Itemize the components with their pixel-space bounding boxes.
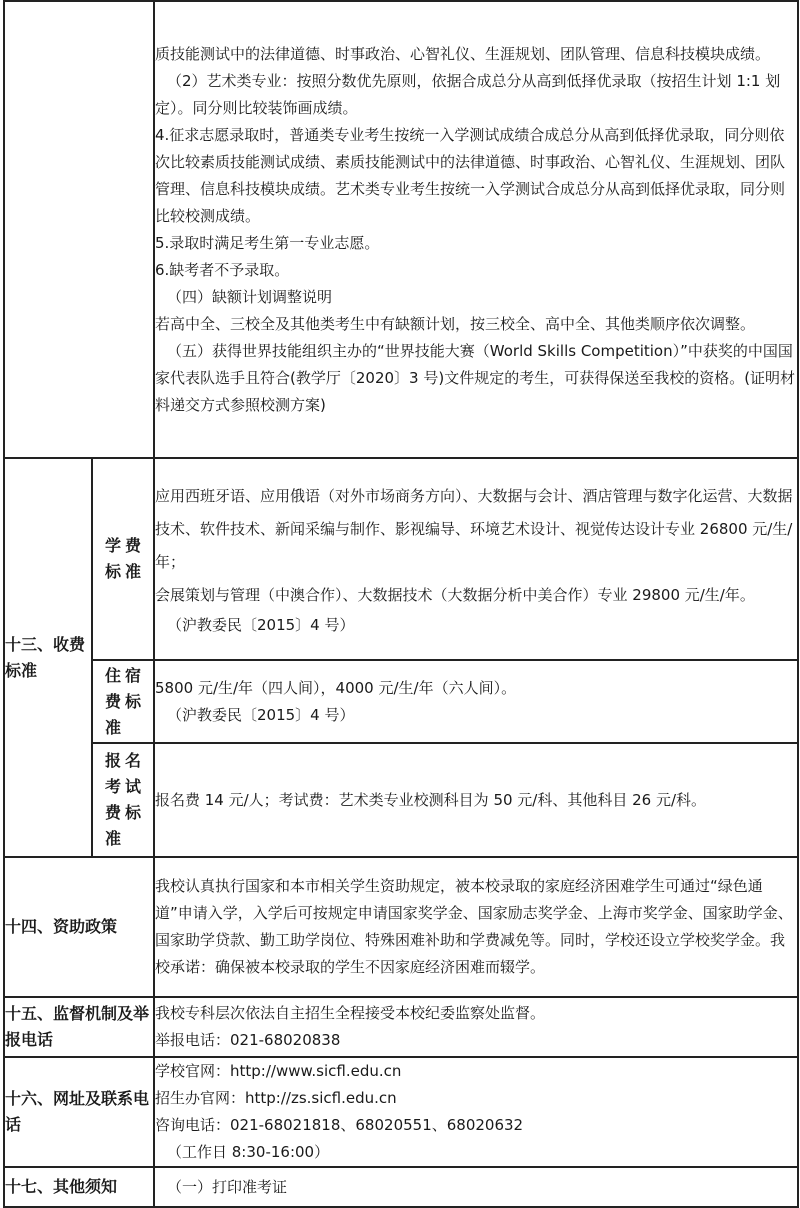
- admission-rules-content: [154, 1, 798, 458]
- rule-line: 6.缺考者不予录取。: [155, 260, 290, 279]
- rule-line: （五）获得世界技能组织主办的“世界技能大赛（World Skills Competition）”中获奖的中国国家代表队选手且符合(教学厅〔2020〕3 号)文件规定的考生，可获得保送至我校的资格。(证明材料递交方式参照校测方案): [155, 341, 796, 414]
- school-website: 学校官网：http://www.sicfl.edu.cn: [155, 1062, 402, 1080]
- other-notes-content: [154, 1167, 798, 1207]
- table-row: [4, 997, 798, 1057]
- dorm-fee-line: （沪教委民〔2015〕4 号）: [167, 705, 355, 724]
- contact-content: [154, 1057, 798, 1167]
- tuition-line: （沪教委民〔2015〕4 号）: [167, 615, 355, 634]
- rule-line: 4.征求志愿录取时，普通类专业考生按统一入学测试成绩合成总分从高到低择优录取，同分则依次比较素质技能测试成绩、素质技能测试中的法律道德、时事政治、心智礼仪、生涯规划、团队管理、信息科技模块成绩。艺术类专业考生按统一入学测试合成总分从高到低择优录取，同分则比较校测成绩。: [155, 125, 786, 225]
- tuition-label: 学费标准: [92, 458, 154, 660]
- table-row: [4, 458, 798, 660]
- exam-fee-content: [154, 743, 798, 857]
- dorm-fee-content: [154, 660, 798, 743]
- other-note-line: （一）打印准考证: [167, 1177, 288, 1196]
- aid-policy-text: 我校认真执行国家和本市相关学生资助规定，被本校录取的家庭经济困难学生可通过“绿色通道”申请入学，入学后可按规定申请国家奖学金、国家励志奖学金、上海市奖学金、国家助学金、国家助学贷款、勤工助学岗位、特殊困难补助和学费减免等。同时，学校还设立学校奖学金。我校承诺：确保被本校录取的学生不因家庭经济困难而辍学。: [155, 877, 793, 976]
- rule-line: 5.录取时满足考生第一专业志愿。: [155, 233, 380, 252]
- supervision-content: [154, 997, 798, 1057]
- exam-fee-line: 报名费 14 元/人；考试费：艺术类专业校测科目为 50 元/科、其他科目 26 元/科。: [155, 790, 707, 809]
- consult-phone: 咨询电话：021-68021818、68020551、68020632: [155, 1116, 524, 1134]
- office-hours: （工作日 8:30-16:00）: [167, 1143, 330, 1161]
- section-label-empty: [4, 1, 154, 458]
- rule-line: （四）缺额计划调整说明: [167, 287, 333, 306]
- table-row: [4, 743, 798, 857]
- table-row: [4, 857, 798, 997]
- supervision-line: 我校专科层次依法自主招生全程接受本校纪委监察处监督。: [155, 1004, 546, 1022]
- rule-line: 若高中全、三校全及其他类考生中有缺额计划，按三校全、高中全、其他类顺序依次调整。: [155, 314, 756, 333]
- exam-fee-label: 报名考试费标准: [92, 743, 154, 857]
- section-title-fees: 十三、收费标准: [4, 458, 92, 857]
- tuition-content: [154, 458, 798, 660]
- report-phone: 举报电话：021-68020838: [155, 1031, 341, 1049]
- dorm-fee-label: 住宿费标准: [92, 660, 154, 743]
- admissions-website: 招生办官网：http://zs.sicfl.edu.cn: [155, 1089, 397, 1107]
- section-title-other: 十七、其他须知: [4, 1167, 154, 1207]
- section-title-contact: 十六、网址及联系电话: [4, 1057, 154, 1167]
- section-title-aid: 十四、资助政策: [4, 857, 154, 997]
- tuition-line: 应用西班牙语、应用俄语（对外市场商务方向）、大数据与会计、酒店管理与数字化运营、大数据技术、软件技术、新闻采编与制作、影视编导、环境艺术设计、视觉传达设计专业 26800 元/生/年；: [155, 486, 793, 571]
- tuition-line: 会展策划与管理（中澳合作）、大数据技术（大数据分析中美合作）专业 29800 元/生/年。: [155, 585, 755, 604]
- rule-line: （2）艺术类专业：按照分数优先原则，依据合成总分从高到低择优录取（按招生计划 1:1 划定）。同分则比较装饰画成绩。: [155, 71, 781, 117]
- table-row: [4, 1167, 798, 1207]
- admissions-table: [3, 0, 799, 1208]
- section-title-supervision: 十五、监督机制及举报电话: [4, 997, 154, 1057]
- aid-policy-content: [154, 857, 798, 997]
- table-row: [4, 660, 798, 743]
- dorm-fee-line: 5800 元/生/年（四人间），4000 元/生/年（六人间）。: [155, 678, 517, 697]
- table-row: [4, 1057, 798, 1167]
- rule-line: 质技能测试中的法律道德、时事政治、心智礼仪、生涯规划、团队管理、信息科技模块成绩。: [155, 44, 771, 63]
- table-row: [4, 1, 798, 458]
